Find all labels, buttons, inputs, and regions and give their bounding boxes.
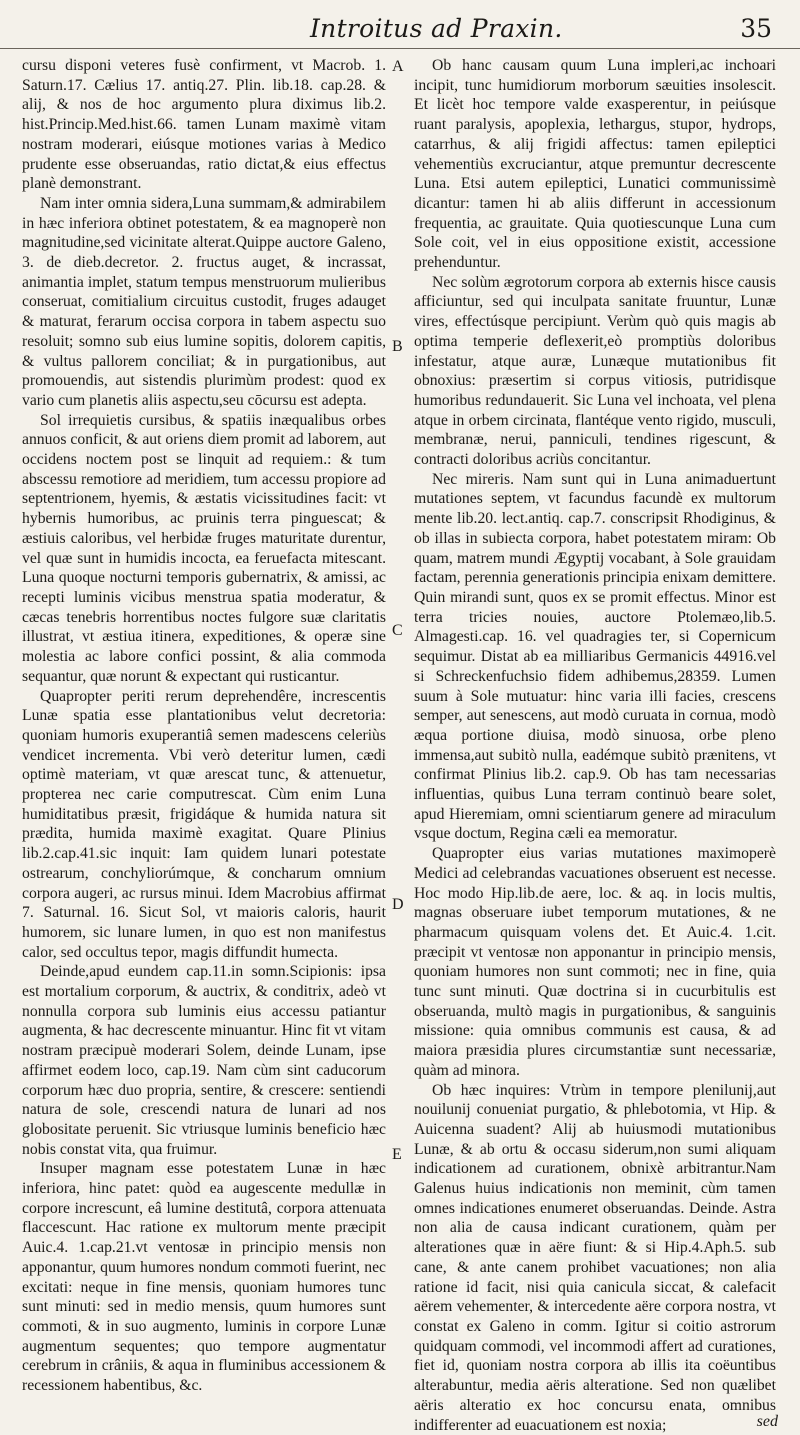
page-number: 35 — [740, 14, 772, 43]
catchword: sed — [756, 1413, 778, 1430]
running-title: Introitus ad Praxin. — [310, 14, 563, 43]
left-column — [22, 56, 386, 1416]
paragraph: Nec mireris. Nam sunt qui in Luna animaduertunt mutationes septem, vt facundus facundè ex multorum mente lib.20. lect.antiq. cap.7. conscripsit Rhodiginus, & ob illas in subiecta corpora, habet potestatem miram: Ob quam, matrem mundi Ægyptij vocabant, à Sole grauidam factam, perennia generationis principia enixam demittere. Quin mirandi sunt, quos ex se promit effectus. Minor est terra tricies nouies, auctore Ptolemæo,lib.5. Almagesti.cap. 16. vel quadragies ter, si Copernicum sequimur. Distat ab ea milliaribus Germanicis 44916.vel si Schreckenfuchsio fidem adhibemus,28359. Lumen suum à Sole mutuatur: hinc varia illi facies, crescens semper, aut senescens, aut modò curuata in cornua, modò æqua portione diuisa, modò sinuosa, orbe pleno immensa,aut subitò nulla, eadémque subitò prænitens, vt confirmat Plinius lib.2. cap.9. Ob has tam necessarias influentias, quibus Luna terram continuò beare solet, apud Hieremiam, omni scientiarum genere ad miraculum vsque doctum, Regina cæli ea memoratur. — [414, 470, 776, 843]
paragraph: Insuper magnam esse potestatem Lunæ in hæc inferiora, hinc patet: quòd ea augescente medullæ in corpore increscunt, eâ lumine destitutâ, corpora attenuata flaccescunt. Hac ratione ex multorum mente præcipit Auic.4. 1.cap.21.vt ventosæ in principio mensis non apponantur, quum humores nondum commoti fuerint, nec excitati: neque in fine mensis, quoniam humores tunc sunt minuti: sed in medio mensis, quum humores sunt commoti, & in suo augmento, luminis in corpore Lunæ augmentum sequentes; quo tempore augmentatur cerebrum in crâniis, & aqua in fluminibus accessionem & recessionem habentibus, &c. — [22, 1160, 386, 1395]
margin-letter-c: C — [392, 622, 403, 639]
paragraph: Sol irrequietis cursibus, & spatiis inæqualibus orbes annuos conficit, & aut oriens diem promit ad laborem, aut occidens noctem post se linquit ad requiem.: & tum abscessu remotiore ad meridiem, tum accessu propiore ad septentrionem, hyemis, & æstatis vicissitudines facit: vt hybernis humoribus, ac pruinis terra pinguescat; & æstiuis caloribus, vel herbidæ fruges maturitate durentur, vel quæ sunt in humidis incocta, ea feruefacta mitescant. Luna quoque nocturni temporis gubernatrix, & amissi, ac recepti luminis vicibus menstrua spatia moderatur, & cæcas tenebris horrentibus noctes fulgore suæ claritatis illustrat, vt æstiua itinera, expeditiones, & operæ sine molestia ac labore confici possint, & alia commoda sequantur, quæ norunt & expectant qui rusticantur. — [22, 411, 386, 685]
page-header — [0, 0, 800, 49]
paragraph: Quapropter periti rerum deprehendêre, increscentis Lunæ spatia esse plantationibus velut decretoria: quoniam humoris exuperantiâ semen madescens celeriùs vendicet incrementa. Vbi verò deteritur lumen, cædi optimè materiam, vt quæ arescat tunc, & attenuetur, propterea nec carie computrescat. Cùm enim Luna humiditatibus præsit, frigidáque & humida natura sit prædita, humida maximè exagitat. Quare Plinius lib.2.cap.41.sic inquit: Iam quidem lunari potestate ostrearum, conchyliorúmque, & concharum omnium corpora augeri, ac rursus minui. Idem Macrobius affirmat 7. Saturnal. 16. Sicut Sol, vt maioris caloris, haurit humorem, sic lunare lumen, in quo est non manifestus calor, sed occultus tepor, magis diffundit humecta. — [22, 687, 386, 961]
margin-letter-b: B — [392, 338, 403, 355]
margin-letter-a: A — [392, 58, 404, 75]
margin-letter-d: D — [392, 896, 404, 913]
paragraph: cursu disponi veteres fusè confirment, vt Macrob. 1. Saturn.17. Cælius 17. antiq.27. Plin. lib.18. cap.28. & alij, & nos de hoc argumento plura diximus lib.2. hist.Princip.Med.hist.66. tamen Lunam maximè vitam nostram moderari, eiúsque motiones varias à Medico prudente esse obseruandas, ratio dictat,& eius effectus planè demonstrant. — [22, 57, 386, 193]
right-column — [414, 56, 776, 1434]
paragraph: Deinde,apud eundem cap.11.in somn.Scipionis: ipsa est mortalium corporum, & auctrix, & conditrix, adeò vt nonnulla corpora sub luminis eius accessu patiantur augmenta, & hac decrescente minuantur. Hinc fit vt vitam nostram præcipuè moderari Solem, deinde Lunam, ipse affirmet eodem loco, cap.19. Nam cùm sint caducorum corporum hæc duo propria, sentire, & crescere: sentiendi natura de sole, crescendi natura de lunari ad nos globositate peruenit. Sic vtriusque luminis beneficio hæc nobis constat vita, qua fruimur. — [22, 963, 386, 1158]
paragraph: Ob hanc causam quum Luna impleri,ac inchoari incipit, tunc humidiorum morborum sæuities insolescit. Et licèt hoc tempore valde exasperentur, in peiúsque ruant paralysis, apoplexia, lethargus, stupor, hydrops, catarrhus, & alij frigidi affectus: tamen epileptici vehementiùs excruciantur, atque premuntur decrescente Luna. Etsi autem epileptici, Lunatici communissimè dicantur: tamen hi ab aliis differunt in accessionum frequentia, ac grauitate. Quia quotiescunque Luna cum Sole coit, vel in eius oppositione existit, accessione prehenduntur. — [414, 57, 776, 272]
margin-letter-e: E — [392, 1146, 402, 1163]
paragraph: Ob hæc inquires: Vtrùm in tempore plenilunij,aut nouilunij conueniat purgatio, & phlebotomia, vt Hip. & Auicenna suadent? Alij ab huiusmodi mutationibus Lunæ, & ab ortu & occasu siderum,non sumi aliquam indicationem ad curationem, obnixè arbitrantur.Nam Galenus huius indicationis non meminit, cùm tamen omnes indicationes enumeret obseruandas. Deinde. Astra non alia de causa indicant curationem, quàm per alterationes quæ in aëre fiunt: & si Hip.4.Aph.5. sub cane, & ante canem prohibet vacuationes; non alia ratione id facit, nisi quia canicula siccat, & calefacit aërem vehementer, & intercedente aëre corpora nostra, vt constat ex Galeno in comm. Igitur si coitio astrorum quidquam commodi, vel incommodi affert ad curationes, fiet id, quoniam nostra corpora ab illis ita coëuntibus alterabuntur, media aëris alteratione. Sed non quælibet aëris alteratio ex hoc concursu enata, omnibus indifferenter ad euacuationem est noxia; — [414, 1081, 776, 1434]
paragraph: Nec solùm ægrotorum corpora ab externis hisce causis afficiuntur, sed qui inculpata sanitate fruuntur, Lunæ vires, effectúsque percipiunt. Verùm quò quis magis ab optima temperie deflexerit,eò promptiùs doloribus infestatur, atque auræ, Lunæque mutationibus fit obnoxius: præsertim si corpus vitiosis, putridisque humoribus redundauerit. Sic Luna vel inchoata, vel plena atque in orbem circinata, flantéque vento rigido, musculi, membranæ, nerui, panniculi, tendines rigescunt, & contracti doloribus acriùs concitantur. — [414, 273, 776, 469]
paragraph: Quapropter eius varias mutationes maximoperè Medici ad celebrandas vacuationes obseruent est necesse. Hoc modo Hip.lib.de aere, loc. & aq. in locis multis, magnas obseruare iubet temporum mutationes, & ne pharmacum quisquam volens det. Et Auic.4. 1.cit. præcipit vt ventosæ non apponantur in principio mensis, quoniam humores non sunt commoti; nec in fine, quia tunc sunt minuti. Quæ doctrina si in cucurbitulis est obseruanda, multò magis in purgationibus, & sanguinis missione: quia omnibus communis est causa, & ad maiora præsidia plures circumstantiæ sunt necessariæ, quàm ad minora. — [414, 845, 776, 1079]
paragraph: Nam inter omnia sidera,Luna summam,& admirabilem in hæc inferiora obtinet potestatem, & ea magnoperè non magnitudine,sed vicinitate alterat.Quippe auctore Galeno, 3. de dieb.decretor. 2. fructus auget, & incrassat, animantia implet, statum tempus menstruorum mulieribus conseruat, comitialium circuitus custodit, fruges adauget & maturat, ferarum occisa corpora in tabem aspectu suo resoluit; somno sub eius lumine sopitis, dolorem capitis, & vultus pallorem conciliat; & in purgationibus, aut promouendis, aut sistendis plurimùm prodest: quod ex vario cum planetis aliis aspectu,seu cōcursu est adepta. — [22, 194, 386, 409]
